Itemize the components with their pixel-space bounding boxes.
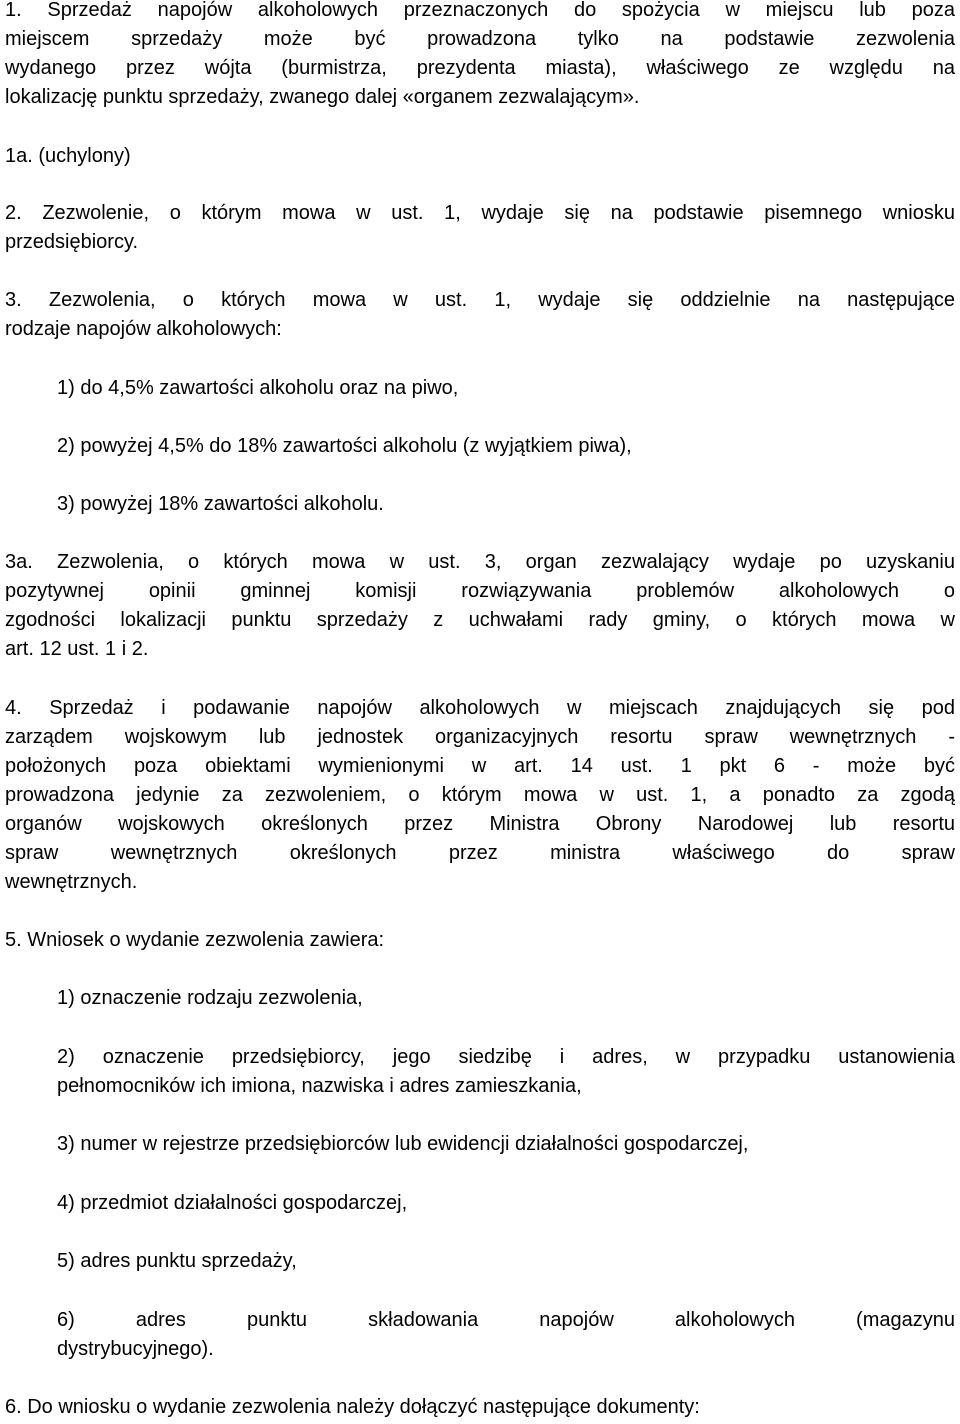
list-item: [57, 1043, 955, 1101]
list-item: [57, 1306, 955, 1364]
list-item-text: 2) powyżej 4,5% do 18% zawartości alkoholu (z wyjątkiem piwa),: [57, 435, 632, 457]
list-item: [57, 1130, 955, 1159]
list-item-text: 4) przedmiot działalności gospodarczej,: [57, 1192, 408, 1214]
paragraph-line: miejscem sprzedaży może być prowadzona tylko na podstawie zezwolenia: [5, 28, 955, 50]
paragraph-3: [5, 286, 955, 344]
list-item: [57, 1247, 955, 1276]
paragraph-line: przedsiębiorcy.: [5, 231, 139, 253]
list-item: [57, 432, 955, 461]
list-item: [57, 1189, 955, 1218]
paragraph-line: położonych poza obiektami wymienionymi w art. 14 ust. 1 pkt 6 - może być: [5, 755, 955, 777]
paragraph-6: [5, 1393, 955, 1422]
list-item-text: pełnomocników ich imiona, nazwiska i adres zamieszkania,: [57, 1075, 582, 1097]
list-item-text: 1) do 4,5% zawartości alkoholu oraz na piwo,: [57, 377, 459, 399]
list-item-text: 2) oznaczenie przedsiębiorcy, jego siedzibę i adres, w przypadku ustanowienia: [57, 1046, 955, 1068]
paragraph-line: 1. Sprzedaż napojów alkoholowych przeznaczonych do spożycia w miejscu lub poza: [5, 0, 955, 21]
paragraph-1: [5, 0, 955, 112]
paragraph-line: art. 12 ust. 1 i 2.: [5, 638, 149, 660]
paragraph-1a: [5, 142, 955, 171]
paragraph-3a: [5, 548, 955, 664]
list-item-text: 3) powyżej 18% zawartości alkoholu.: [57, 493, 384, 515]
paragraph-line: rodzaje napojów alkoholowych:: [5, 318, 282, 340]
paragraph-line: prowadzona jedynie za zezwoleniem, o którym mowa w ust. 1, a ponadto za zgodą: [5, 784, 955, 806]
list-item-text: dystrybucyjnego).: [57, 1338, 214, 1360]
list-item-text: 3) numer w rejestrze przedsiębiorców lub ewidencji działalności gospodarczej,: [57, 1133, 749, 1155]
paragraph-line: zarządem wojskowym lub jednostek organizacyjnych resortu spraw wewnętrznych -: [5, 726, 955, 748]
paragraph-line: zgodności lokalizacji punktu sprzedaży z uchwałami rady gminy, o których mowa w: [5, 609, 955, 631]
paragraph-line: 6. Do wniosku o wydanie zezwolenia należy dołączyć następujące dokumenty:: [5, 1396, 700, 1418]
paragraph-line: 2. Zezwolenie, o którym mowa w ust. 1, wydaje się na podstawie pisemnego wniosku: [5, 202, 955, 224]
paragraph-line: wydanego przez wójta (burmistrza, prezydenta miasta), właściwego ze względu na: [5, 57, 955, 79]
paragraph-line: spraw wewnętrznych określonych przez ministra właściwego do spraw: [5, 842, 955, 864]
list-item-text: 6) adres punktu składowania napojów alkoholowych (magazynu: [57, 1309, 955, 1331]
paragraph-5: [5, 926, 955, 955]
list-item: [57, 490, 955, 519]
paragraph-line: 3. Zezwolenia, o których mowa w ust. 1, wydaje się oddzielnie na następujące: [5, 289, 955, 311]
paragraph-line: 5. Wniosek o wydanie zezwolenia zawiera:: [5, 929, 385, 951]
list-item-text: 5) adres punktu sprzedaży,: [57, 1250, 297, 1272]
paragraph-line: lokalizację punktu sprzedaży, zwanego dalej «organem zezwalającym».: [5, 86, 640, 108]
paragraph-2: [5, 199, 955, 257]
list-item: [57, 984, 955, 1013]
paragraph-line: 1a. (uchylony): [5, 145, 131, 167]
paragraph-line: organów wojskowych określonych przez Ministra Obrony Narodowej lub resortu: [5, 813, 955, 835]
list-item: [57, 374, 955, 403]
paragraph-line: pozytywnej opinii gminnej komisji rozwiązywania problemów alkoholowych o: [5, 580, 955, 602]
paragraph-line: 3a. Zezwolenia, o których mowa w ust. 3, organ zezwalający wydaje po uzyskaniu: [5, 551, 955, 573]
paragraph-4: [5, 694, 955, 897]
list-item-text: 1) oznaczenie rodzaju zezwolenia,: [57, 987, 363, 1009]
paragraph-line: 4. Sprzedaż i podawanie napojów alkoholowych w miejscach znajdujących się pod: [5, 697, 955, 719]
paragraph-line: wewnętrznych.: [5, 871, 138, 893]
